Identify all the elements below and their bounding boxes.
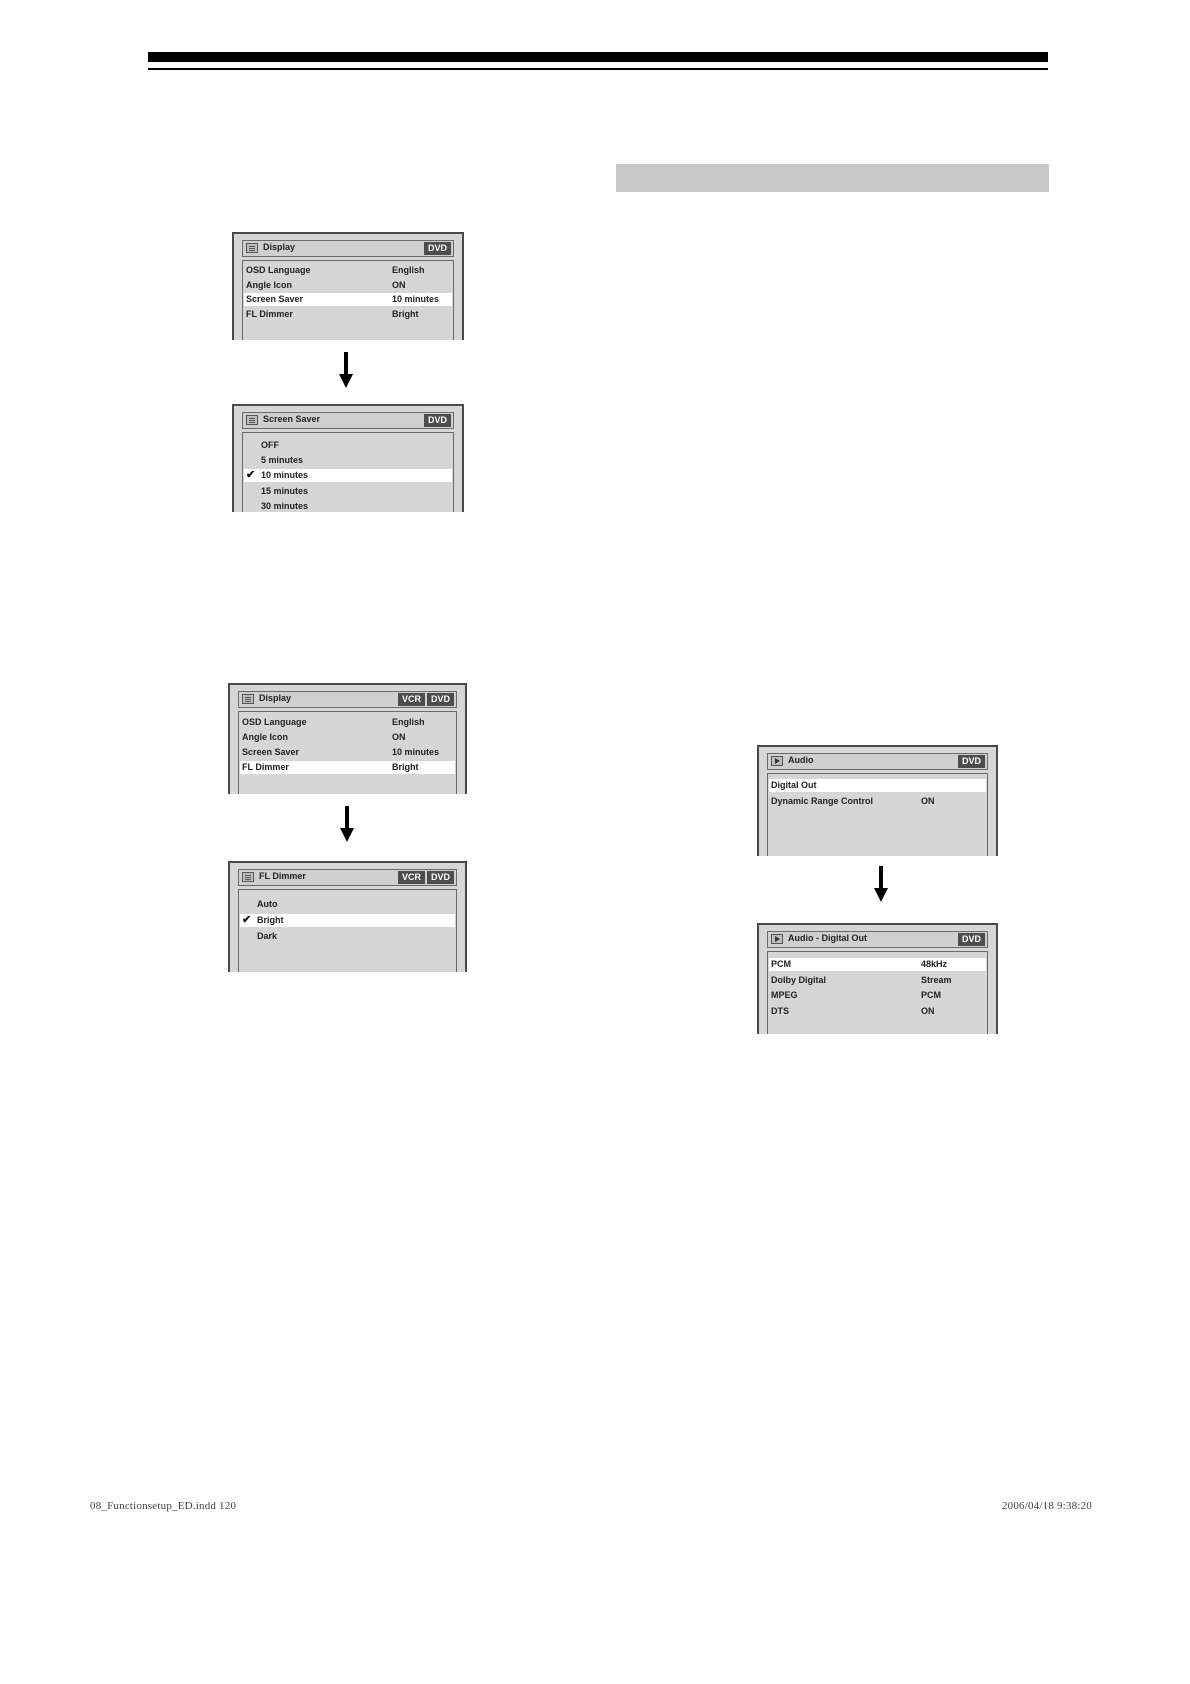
menu-row-screen-saver[interactable] [244, 293, 452, 306]
row-label: Digital Out [771, 780, 817, 790]
menu-row-osd-language[interactable] [240, 716, 455, 729]
menu-row-fl-dimmer[interactable] [240, 761, 455, 774]
row-value: English [392, 265, 425, 275]
menu-row-dolby-digital[interactable] [769, 974, 986, 987]
row-label: Dolby Digital [771, 975, 827, 985]
screen-title: Audio [788, 755, 814, 765]
option-label: 5 minutes [261, 455, 304, 465]
display-menu-icon [242, 872, 254, 882]
row-value: 10 minutes [392, 294, 440, 304]
row-value: ON [921, 1006, 935, 1016]
screen-title: Display [259, 693, 292, 703]
screen-title: Audio - Digital Out [788, 933, 867, 943]
row-label: Screen Saver [246, 294, 304, 304]
header-rule-thick [148, 52, 1048, 62]
screen-header [238, 869, 457, 886]
row-label: Screen Saver [242, 747, 300, 757]
screen-title: Screen Saver [263, 414, 321, 424]
row-value: ON [392, 732, 406, 742]
option-off[interactable] [244, 439, 452, 452]
menu-row-osd-language[interactable] [244, 264, 452, 277]
option-auto[interactable] [240, 898, 455, 911]
row-label: DTS [771, 1006, 789, 1016]
row-label: Angle Icon [246, 280, 293, 290]
row-value: PCM [921, 990, 941, 1000]
option-5-minutes[interactable] [244, 454, 452, 467]
screen-header [242, 412, 454, 429]
option-label: 30 minutes [261, 501, 309, 511]
menu-row-dynamic-range-control[interactable] [769, 795, 986, 808]
dvd-tag: DVD [427, 871, 454, 884]
menu-list [767, 773, 988, 856]
option-list [242, 432, 454, 512]
play-icon [771, 934, 783, 944]
row-label: FL Dimmer [246, 309, 293, 319]
option-bright[interactable] [240, 914, 455, 927]
option-label: 15 minutes [261, 486, 309, 496]
row-label: OSD Language [242, 717, 307, 727]
audio-digital-out-screen [757, 923, 998, 1034]
checkmark-icon: ✔ [246, 469, 256, 481]
option-30-minutes[interactable] [244, 500, 452, 513]
screen-header [242, 240, 454, 257]
audio-screen [757, 745, 998, 856]
row-label: Dynamic Range Control [771, 796, 874, 806]
screen-saver-screen [232, 404, 464, 512]
menu-list [767, 951, 988, 1034]
menu-row-mpeg[interactable] [769, 989, 986, 1002]
option-10-minutes[interactable] [244, 469, 452, 482]
row-value: ON [921, 796, 935, 806]
display-vcr-dvd-screen [228, 683, 467, 794]
row-label: MPEG [771, 990, 798, 1000]
screen-header [767, 931, 988, 948]
option-label: 10 minutes [261, 470, 309, 480]
menu-row-fl-dimmer[interactable] [244, 308, 452, 321]
vcr-tag: VCR [398, 871, 425, 884]
menu-row-dts[interactable] [769, 1005, 986, 1018]
row-value: 48kHz [921, 959, 948, 969]
menu-row-screen-saver[interactable] [240, 746, 455, 759]
checkmark-icon: ✔ [242, 914, 252, 926]
dvd-tag: DVD [424, 242, 451, 255]
row-value: 10 minutes [392, 747, 440, 757]
menu-list [242, 260, 454, 340]
row-value: English [392, 717, 425, 727]
option-label: Bright [257, 915, 284, 925]
option-label: OFF [261, 440, 279, 450]
footer-timestamp: 2006/04/18 9:38:20 [1001, 1500, 1092, 1512]
display-dvd-screen [232, 232, 464, 340]
option-label: Auto [257, 899, 278, 909]
option-15-minutes[interactable] [244, 485, 452, 498]
row-label: PCM [771, 959, 791, 969]
screen-header [767, 753, 988, 770]
play-icon [771, 756, 783, 766]
screen-title: Display [263, 242, 296, 252]
option-label: Dark [257, 931, 278, 941]
menu-row-angle-icon[interactable] [240, 731, 455, 744]
row-value: ON [392, 280, 406, 290]
vcr-tag: VCR [398, 693, 425, 706]
menu-row-angle-icon[interactable] [244, 279, 452, 292]
option-dark[interactable] [240, 930, 455, 943]
row-label: FL Dimmer [242, 762, 289, 772]
display-menu-icon [246, 415, 258, 425]
screen-header [238, 691, 457, 708]
menu-list [238, 711, 457, 794]
dvd-tag: DVD [958, 933, 985, 946]
screen-title: FL Dimmer [259, 871, 306, 881]
header-rule-thin [148, 68, 1048, 70]
option-list [238, 889, 457, 972]
row-value: Bright [392, 309, 419, 319]
section-heading-bar [616, 164, 1049, 192]
dvd-tag: DVD [424, 414, 451, 427]
display-menu-icon [246, 243, 258, 253]
row-value: Stream [921, 975, 952, 985]
menu-row-pcm[interactable] [769, 958, 986, 971]
menu-row-digital-out[interactable] [769, 779, 986, 792]
row-label: Angle Icon [242, 732, 289, 742]
dvd-tag: DVD [958, 755, 985, 768]
row-value: Bright [392, 762, 419, 772]
footer-file-name: 08_Functionsetup_ED.indd 120 [90, 1500, 237, 1512]
fl-dimmer-screen [228, 861, 467, 972]
dvd-tag: DVD [427, 693, 454, 706]
display-menu-icon [242, 694, 254, 704]
row-label: OSD Language [246, 265, 311, 275]
